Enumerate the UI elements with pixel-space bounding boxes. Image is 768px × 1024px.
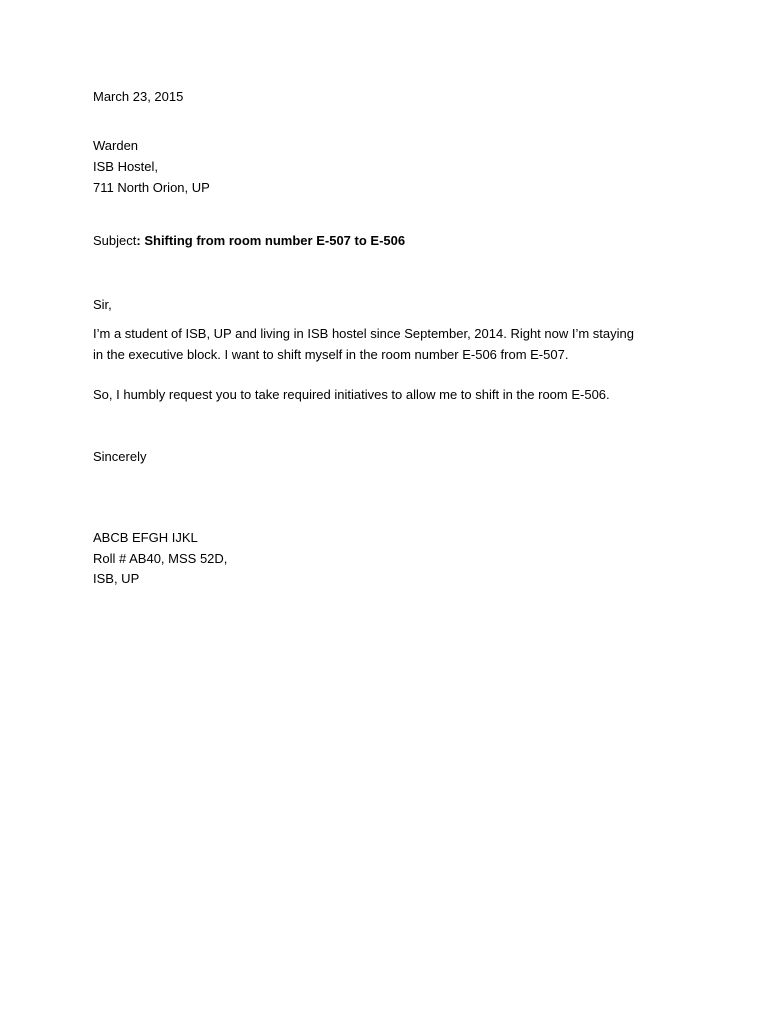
closing: Sincerely: [93, 449, 147, 464]
salutation: Sir,: [93, 297, 112, 312]
subject-text: Shifting from room number E-507 to E-506: [140, 233, 406, 248]
recipient-organization: ISB Hostel,: [93, 159, 159, 174]
recipient-address: 711 North Orion, UP: [93, 180, 210, 195]
subject-colon: :: [136, 233, 141, 248]
subject-label: Subject: [93, 233, 137, 248]
signature-institution: ISB, UP: [93, 571, 140, 586]
body-paragraph-1-line-1: I’m a student of ISB, UP and living in ISB hostel since September, 2014. Right now I’m staying: [93, 326, 634, 341]
recipient-title: Warden: [93, 138, 139, 153]
subject-line: [93, 233, 405, 249]
signature-roll: Roll # AB40, MSS 52D,: [93, 551, 228, 566]
body-paragraph-1-line-2: in the executive block. I want to shift myself in the room number E-506 from E-507.: [93, 347, 569, 362]
letter-date: March 23, 2015: [93, 89, 184, 104]
signature-name: ABCB EFGH IJKL: [93, 530, 198, 545]
body-paragraph-2: So, I humbly request you to take required initiatives to allow me to shift in the room E-506.: [93, 387, 610, 402]
